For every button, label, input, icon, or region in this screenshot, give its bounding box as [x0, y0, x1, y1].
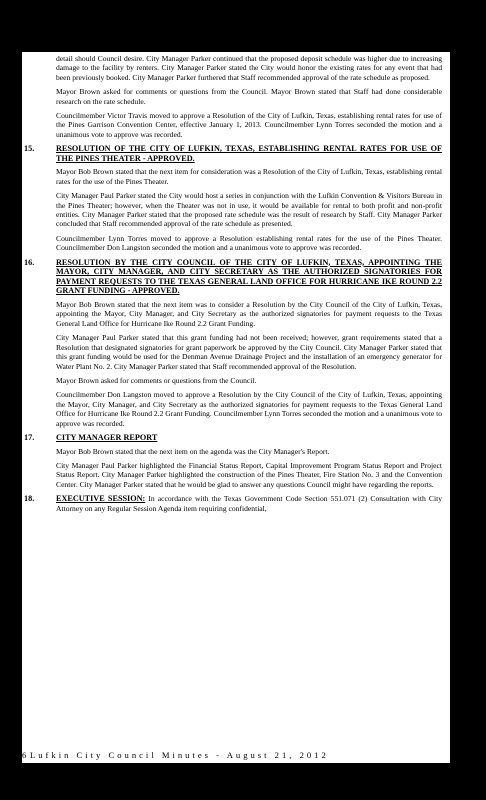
paragraph: City Manager Paul Parker stated that this grant funding had not been received; however, grant requirements stated that a Resolution that designated signatories for grant paperwork be approved by the City Council. City Manager Parker stated that this grant funding would be used for the Denman Avenue Drainage Project and the installation of an emergency generator for Water Plant No. 2. City Manager Parker stated that Staff recommended approval of the Resolution.: [56, 333, 442, 371]
item-text: [56, 494, 442, 513]
paragraph: detail should Council desire. City Manager Parker continued that the proposed deposit schedule was higher due to increasing damage to the facility by renters. City Manager Parker stated the City would honor the existing rates for any event that had been previously booked. City Manager Parker furthered that Staff recommended approval of the rate schedule as proposed.: [56, 54, 442, 82]
paragraph: Mayor Brown asked for comments or questions from the Council. Mayor Brown stated that Staff had done considerable research on the rate schedule.: [56, 87, 442, 106]
paragraph: Councilmember Lynn Torres moved to approve a Resolution establishing rental rates for the use of the Pines Theater. Councilmember Don Langston seconded the motion and a unanimous vote to approve was recorded.: [56, 233, 442, 253]
scan-border-top: [22, 0, 450, 52]
footer-text: Lufkin City Council Minutes - August 21, 2012: [30, 750, 329, 760]
item-title: RESOLUTION BY THE CITY COUNCIL OF THE CITY OF LUFKIN, TEXAS, APPOINTING THE MAYOR, CITY MANAGER, AND CITY SECRETARY AS THE AUTHORIZED SIGNATORIES FOR PAYMENT REQUESTS TO THE TEXAS GENERAL LAND OFFICE FOR HURRICANE IKE ROUND 2.2 GRANT FUNDING - APPROVED.: [56, 257, 442, 296]
paragraph: Councilmember Don Langston moved to approve a Resolution by the City Council of the City of Lufkin, Texas, appointing the Mayor, City Manager, and City Secretary as the authorized signatories for payment requests to the Texas General Land Office for Hurricane Ike Round 2.2 Grant Funding. Councilmember Lynn Torres seconded the motion and a unanimous vote to approve was recorded.: [56, 390, 442, 428]
item-number: 15.: [24, 144, 35, 154]
item-number: 18.: [24, 494, 35, 504]
item-number: 17.: [24, 432, 35, 442]
paragraph: Mayor Bob Brown stated that the next item for consideration was a Resolution of the City of Lufkin, Texas, establishing rental rates for the use of the Pines Theater.: [56, 167, 442, 186]
page-footer: [22, 748, 450, 762]
item-title: RESOLUTION OF THE CITY OF LUFKIN, TEXAS, ESTABLISHING RENTAL RATES FOR USE OF THE PINES THEATER - APPROVED.: [56, 144, 442, 163]
scan-border-right: [450, 0, 486, 800]
minutes-content: [24, 54, 442, 762]
agenda-item-15: [24, 144, 442, 163]
agenda-item-18: [24, 494, 442, 513]
item-number: 16.: [24, 257, 35, 267]
item-title: CITY MANAGER REPORT: [56, 432, 158, 442]
agenda-item-17: [24, 433, 442, 443]
paragraph: City Manager Paul Parker stated the City would host a series in conjunction with the Lufkin Convention & Visitors Bureau in the Pines Theater; however, when the Theater was not in use, it would be available for rental to both profit and non-profit entities. City Manager Parker stated that the proposed rate schedule was the result of research by Staff. City Manager Parker concluded that Staff recommended approval of the rate schedule as presented.: [56, 191, 442, 229]
scan-border-bottom: [22, 763, 450, 800]
item-title: EXECUTIVE SESSION:: [56, 494, 146, 504]
paragraph: Mayor Brown asked for comments or questions from the Council.: [56, 375, 257, 385]
paragraph: Mayor Bob Brown stated that the next item on the agenda was the City Manager's Report.: [56, 446, 330, 456]
agenda-item-16: [24, 258, 442, 296]
paragraph: City Manager Paul Parker highlighted the Financial Status Report, Capital Improvement Program Status Report and Project Status Report. City Manager Parker highlighted the construction of the Pines Theater, Fire Station No. 3 and the Convention Center. City Manager Parker stated that he would be glad to answer any questions Council might have regarding the reports.: [56, 460, 442, 489]
page-number: 6: [22, 750, 30, 760]
scan-border-left: [0, 0, 22, 800]
paragraph: Councilmember Victor Travis moved to approve a Resolution of the City of Lufkin, Texas, establishing rental rates for use of the Pines Garrison Convention Center, effective January 1, 2013. Councilmember Lynn Torres seconded the motion and a unanimous vote to approve was recorded.: [56, 111, 442, 139]
paragraph: Mayor Bob Brown stated that the next item was to consider a Resolution by the City Council of the City of Lufkin, Texas, appointing the Mayor, City Manager, and City Secretary as the authorized signatories for payment requests to the Texas General Land Office for Hurricane Ike Round 2.2 Grant Funding.: [56, 300, 442, 328]
executive-session-text: In accordance with the Texas Government Code Section 551.071 (2) Consultation with City Attorney on any Regular Session Agenda item requiring confidential,: [56, 494, 442, 513]
